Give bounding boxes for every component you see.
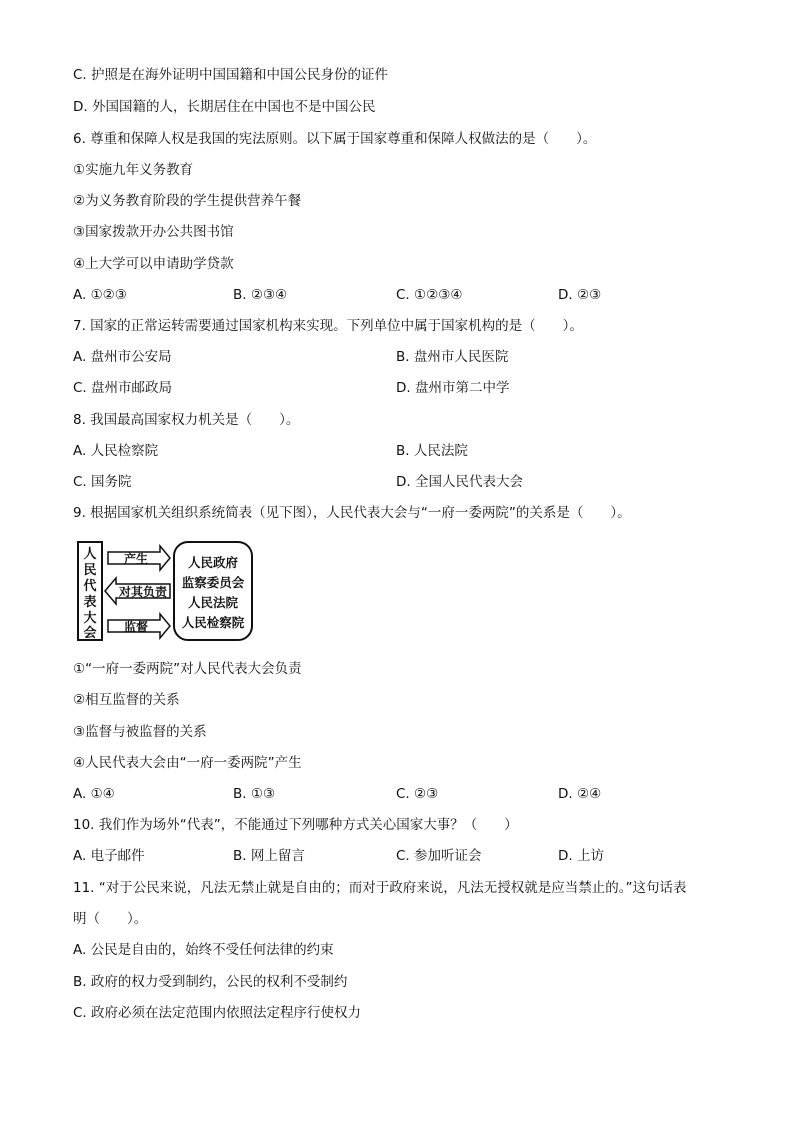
q11-option-a: A. 公民是自由的，始终不受任何法律的约束 (73, 942, 334, 958)
q9-item-1: ①“一府一委两院”对人民代表大会负责 (73, 661, 302, 677)
q11-option-c: C. 政府必须在法定范围内依照法定程序行使权力 (73, 1005, 362, 1021)
q6-item-2: ②为义务教育阶段的学生提供营养午餐 (73, 193, 302, 209)
q9-item-4: ④人民代表大会由“一府一委两院”产生 (73, 755, 302, 771)
q5-option-c: C. 护照是在海外证明中国国籍和中国公民身份的证件 (73, 67, 389, 83)
q7-option-a: A. 盘州市公安局 (73, 349, 172, 365)
q9-option-c: C. ②③ (396, 786, 439, 802)
q8-stem: 8. 我国最高国家权力机关是（ ）。 (73, 412, 300, 428)
q6-option-c: C. ①②③④ (396, 287, 463, 303)
q8-option-d: D. 全国人民代表大会 (396, 474, 523, 490)
q9-option-a: A. ①④ (73, 786, 115, 802)
organ-label: 人民政府 (187, 555, 239, 570)
q6-option-a: A. ①②③ (73, 287, 127, 303)
q7-option-c: C. 盘州市邮政局 (73, 380, 173, 396)
organ-label: 人民法院 (187, 595, 239, 610)
npc-char: 民 (83, 563, 97, 578)
q11-stem-cont: 明（ ）。 (73, 911, 148, 927)
arrow-supervise-label: 监督 (123, 620, 149, 634)
npc-char: 代 (83, 579, 97, 594)
q11-option-b: B. 政府的权力受到制约，公民的权利不受制约 (73, 974, 348, 990)
q6-item-1: ①实施九年义务教育 (73, 162, 194, 178)
q6-stem: 6. 尊重和保障人权是我国的宪法原则。以下属于国家尊重和保障人权做法的是（ ）。 (73, 131, 597, 147)
npc-char: 会 (83, 626, 97, 641)
organ-label: 人民检察院 (181, 615, 245, 630)
q10-stem: 10. 我们作为场外“代表”，不能通过下列哪种方式关心国家大事？（ ） (73, 817, 518, 833)
q6-option-d: D. ②③ (558, 287, 602, 303)
q6-item-4: ④上大学可以申请助学贷款 (73, 256, 234, 272)
arrow-produce-label: 产生 (123, 552, 149, 566)
npc-char: 人 (83, 547, 97, 562)
npc-char: 大 (83, 611, 97, 626)
q5-option-d: D. 外国国籍的人，长期居住在中国也不是中国公民 (73, 99, 376, 115)
organ-label: 监察委员会 (181, 575, 245, 590)
q8-option-b: B. 人民法院 (396, 443, 468, 459)
q6-item-3: ③国家拨款开办公共图书馆 (73, 224, 234, 240)
q9-item-3: ③监督与被监督的关系 (73, 724, 207, 740)
q7-option-b: B. 盘州市人民医院 (396, 349, 509, 365)
q10-option-d: D. 上访 (558, 848, 604, 864)
q10-option-c: C. 参加听证会 (396, 848, 482, 864)
q7-option-d: D. 盘州市第二中学 (396, 380, 510, 396)
q8-option-a: A. 人民检察院 (73, 443, 159, 459)
q9-option-b: B. ①③ (233, 786, 276, 802)
arrow-responsible-label: 对其负责 (118, 585, 168, 599)
q9-option-d: D. ②④ (558, 786, 602, 802)
q7-stem: 7. 国家的正常运转需要通过国家机构来实现。下列单位中属于国家机构的是（ ）。 (73, 318, 583, 334)
q6-option-b: B. ②③④ (233, 287, 288, 303)
q10-option-a: A. 电子邮件 (73, 848, 145, 864)
npc-char: 表 (83, 595, 97, 610)
q9-stem: 9. 根据国家机关组织系统简表（见下图），人民代表大会与“一府一委两院”的关系是（ ）。 (73, 505, 631, 521)
state-organs-diagram (76, 540, 256, 644)
q9-item-2: ②相互监督的关系 (73, 692, 180, 708)
q11-stem: 11. “对于公民来说，凡法无禁止就是自由的；而对于政府来说，凡法无授权就是应当禁止的。”这句话表 (73, 880, 687, 896)
q8-option-c: C. 国务院 (73, 474, 132, 490)
q10-option-b: B. 网上留言 (233, 848, 305, 864)
